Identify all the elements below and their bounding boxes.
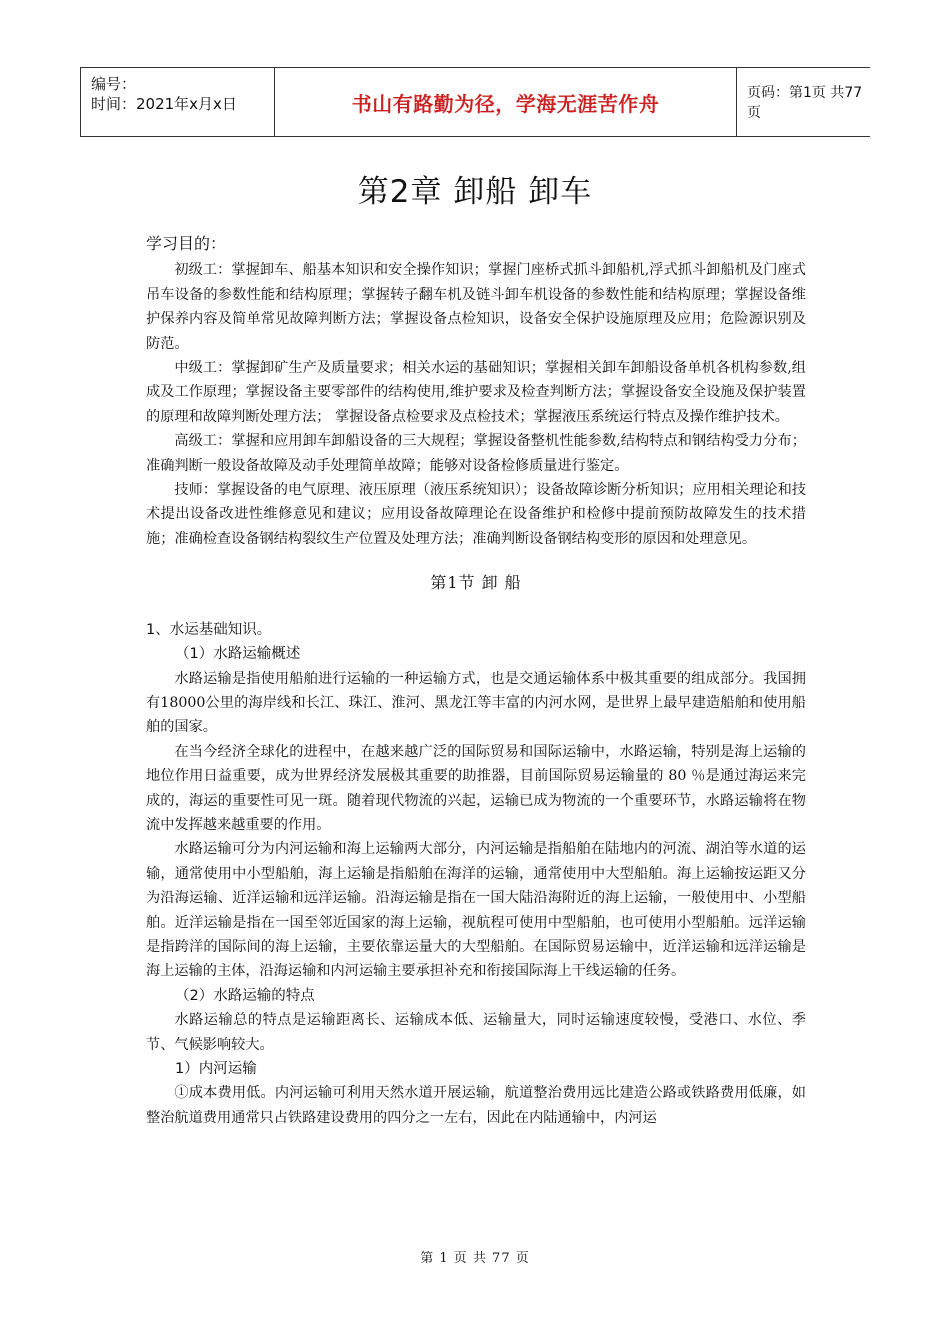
objective-intermediate: 中级工：掌握卸矿生产及质量要求；相关水运的基础知识；掌握相关卸车卸船设备单机各机构参数,组成及工作原理；掌握设备主要零部件的结构使用,维护要求及检查判断方法；掌握设备安全设施及保护装置的原理和故障判断处理方法； 掌握设备点检要求及点检技术；掌握液压系统运行特点及操作维护技术。 [146,360,806,425]
subheading-overview: （1）水路运输概述 [175,646,301,663]
header-motto: 书山有路勤为径，学海无涯苦作舟 [275,68,737,136]
paragraph: 水路运输是指使用船舶进行运输的一种运输方式，也是交通运输体系中极其重要的组成部分。我国拥有18000公里的海岸线和长江、珠江、淮河、黑龙江等丰富的内河水网，是世界上最早建造船舶和使用船舶的国家。 [146,670,806,736]
section-title: 第1节 卸 船 [430,573,522,593]
paragraph: 水路运输总的特点是运输距离长、运输成本低、运输量大，同时运输速度较慢，受港口、水位、季节、气候影响较大。 [146,1012,806,1053]
subheading-characteristics: （2）水路运输的特点 [175,987,315,1004]
subheading-inland-transport: 1）内河运输 [175,1061,257,1077]
document-date: 时间：2021年x月x日 [91,95,237,113]
paragraph: 水路运输可分为内河运输和海上运输两大部分，内河运输是指船舶在陆地内的河流、湖泊等水道的运输，通常使用中小型船舶，海上运输是指船舶在海洋的运输，通常使用中大型船舶。海上运输按运距又分为沿海运输、近洋运输和远洋运输。沿海运输是指在一国大陆沿海附近的海上运输，一般使用中、小型船舶。近洋运输是指在一国至邻近国家的海上运输，视航程可使用中型船舶，也可使用小型船舶。远洋运输是指跨洋的国际间的海上运输，主要依靠运量大的大型船舶。在国际贸易运输中，近洋运输和远洋运输是海上运输的主体，沿海运输和内河运输主要承担补充和衔接国际海上干线运输的任务。 [146,841,806,980]
header-meta [80,68,275,136]
objective-junior: 初级工：掌握卸车、船基本知识和安全操作知识；掌握门座桥式抓斗卸船机,浮式抓斗卸船机及门座式吊车设备的参数性能和结构原理；掌握转子翻车机及链斗卸车机设备的参数性能和结构原理；掌握设备维护保养内容及简单常见故障判断方法；掌握设备点检知识，设备安全保护设施原理及应用；危险源识别及防范。 [146,262,806,352]
page-header [80,67,870,137]
document-body [146,232,806,1130]
page-footer: 第 1 页 共 77 页 [420,1251,530,1266]
objectives-label: 学习目的： [146,234,227,253]
document-number-label: 编号： [91,75,137,93]
objective-senior: 高级工：掌握和应用卸车卸船设备的三大规程；掌握设备整机性能参数,结构特点和钢结构受力分布；准确判断一般设备故障及动手处理简单故障；能够对设备检修质量进行鉴定。 [146,433,806,474]
heading-water-transport-basics: 1、水运基础知识。 [146,621,272,638]
header-page-info: 页码：第1页 共77页 [747,85,863,121]
chapter-title: 第2章 卸船 卸车 [357,174,593,210]
paragraph: 在当今经济全球化的进程中，在越来越广泛的国际贸易和国际运输中，水路运输，特别是海上运输的地位作用日益重要，成为世界经济发展极其重要的助推器，目前国际贸易运输量的 80 ％是通过海运来完成的，海运的重要性可见一斑。随着现代物流的兴起，运输已成为物流的一个重要环节，水路运输将在物流中发挥越来越重要的作用。 [146,743,806,833]
objective-technician: 技师：掌握设备的电气原理、液压原理（液压系统知识）；设备故障诊断分析知识；应用相关理论和技术提出设备改进性维修意见和建议；应用设备故障理论在设备维护和检修中提前预防故障发生的技术措施；准确检查设备钢结构裂纹生产位置及处理方法；准确判断设备钢结构变形的原因和处理意见。 [146,482,806,547]
paragraph: ①成本费用低。内河运输可利用天然水道开展运输，航道整治费用远比建造公路或铁路费用低廉，如整治航道费用通常只占铁路建设费用的四分之一左右，因此在内陆通输中，内河运 [146,1085,806,1126]
